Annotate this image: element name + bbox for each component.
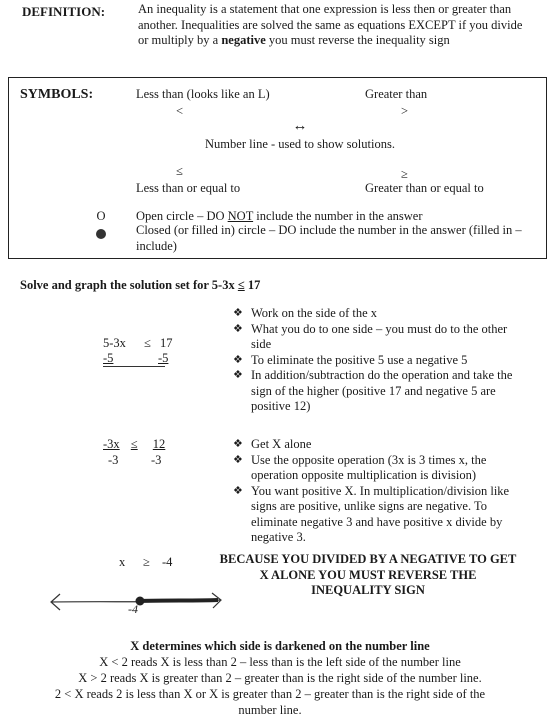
step2-notes [233, 437, 523, 546]
ge-symbol: ≥ [401, 167, 408, 181]
le-symbol: ≤ [176, 164, 183, 178]
step2-eq-op: ≤ [130, 437, 138, 451]
step1-note: ❖ What you do to one side – you must do to the other side [233, 322, 523, 353]
step2-note: ❖ Use the opposite operation (3x is 3 times x, the operation opposite multiplication is division) [233, 453, 523, 484]
definition-negative-emphasis: negative [221, 33, 266, 47]
reverse-sign-warning: BECAUSE YOU DIVIDED BY A NEGATIVE TO GET X ALONE YOU MUST REVERSE THE INEQUALITY SIGN [219, 552, 517, 597]
number-line-arrow-symbol: ↔ [292, 118, 308, 134]
open-circle-text-part2: include the number in the answer [253, 209, 423, 223]
step1-eq-left: 5-3x [103, 336, 126, 350]
result-value: -4 [162, 555, 173, 569]
solution-number-line [48, 586, 228, 622]
less-than-symbol: < [176, 104, 184, 118]
solution-ray [140, 600, 218, 601]
greater-than-label: Greater than [365, 87, 428, 101]
open-circle-text [136, 209, 536, 224]
step2-div-left: -3 [108, 453, 119, 467]
ge-label: Greater than or equal to [365, 181, 484, 195]
step1-rule [103, 366, 165, 367]
step1-notes [233, 306, 523, 415]
definition-text-part2: you must reverse the inequality sign [265, 33, 450, 47]
symbols-label: SYMBOLS: [20, 87, 94, 102]
footer-line: 2 < X reads 2 is less than X or X is greater than 2 – greater than is the right side of the number line. [54, 687, 486, 717]
solve-title [20, 278, 260, 293]
number-line-label: Number line - used to show solutions. [205, 137, 395, 151]
filled-circle-icon [96, 229, 106, 239]
solve-title-suffix: 17 [244, 278, 261, 292]
closed-circle-text: Closed (or filled in) circle – DO include the number in the answer (filled in – include) [136, 223, 522, 253]
le-label: Less than or equal to [136, 181, 241, 195]
solve-title-symbol: ≤ [237, 278, 245, 292]
step1-eq-right: 17 [160, 336, 173, 350]
number-line-point-label: -4 [128, 602, 138, 616]
step1-sub-left: -5 [103, 351, 114, 365]
step2-eq-right: 12 [152, 437, 166, 451]
step2-note: ❖ Get X alone [233, 437, 523, 453]
step2-div-right: -3 [151, 453, 162, 467]
open-circle-marker: O [96, 209, 106, 223]
footer-line: X > 2 reads X is greater than 2 – greater than is the right side of the number line. [78, 671, 482, 685]
step2-eq-left: -3x [103, 437, 120, 451]
greater-than-symbol: > [401, 104, 409, 118]
result-variable: x [119, 555, 126, 569]
open-circle-text-part1: Open circle – DO [136, 209, 228, 223]
step2-note: ❖ You want positive X. In multiplication/division like signs are positive, unlike signs are negative. To eliminate negative 3 and have positive x divide by negative 3. [233, 484, 523, 546]
definition-text [138, 2, 533, 49]
footer-heading: X determines which side is darkened on the number line [130, 639, 430, 653]
step1-note: ❖ To eliminate the positive 5 use a negative 5 [233, 353, 523, 369]
definition-label: DEFINITION: [22, 4, 106, 19]
solve-title-prefix: Solve and graph the solution set for 5-3x [20, 278, 238, 292]
less-than-label: Less than (looks like an L) [136, 87, 270, 101]
result-op: ≥ [143, 555, 150, 569]
open-circle-not-emphasis: NOT [227, 209, 254, 223]
footer-line: X < 2 reads X is less than 2 – less than is the left side of the number line [99, 655, 461, 669]
step1-note: ❖ Work on the side of the x [233, 306, 523, 322]
step1-eq-op: ≤ [144, 336, 151, 350]
definition-text-part1: An inequality is a statement that one expression is less then or greater than another. Inequalities are solved the same as equations EXCEPT if you divide or multiply by a [138, 2, 523, 47]
step1-sub-right: -5 [158, 351, 169, 365]
step1-note: ❖ In addition/subtraction do the operation and take the sign of the higher (positive 17 and negative 5 are positive 12) [233, 368, 523, 415]
step2-eq [103, 437, 165, 452]
